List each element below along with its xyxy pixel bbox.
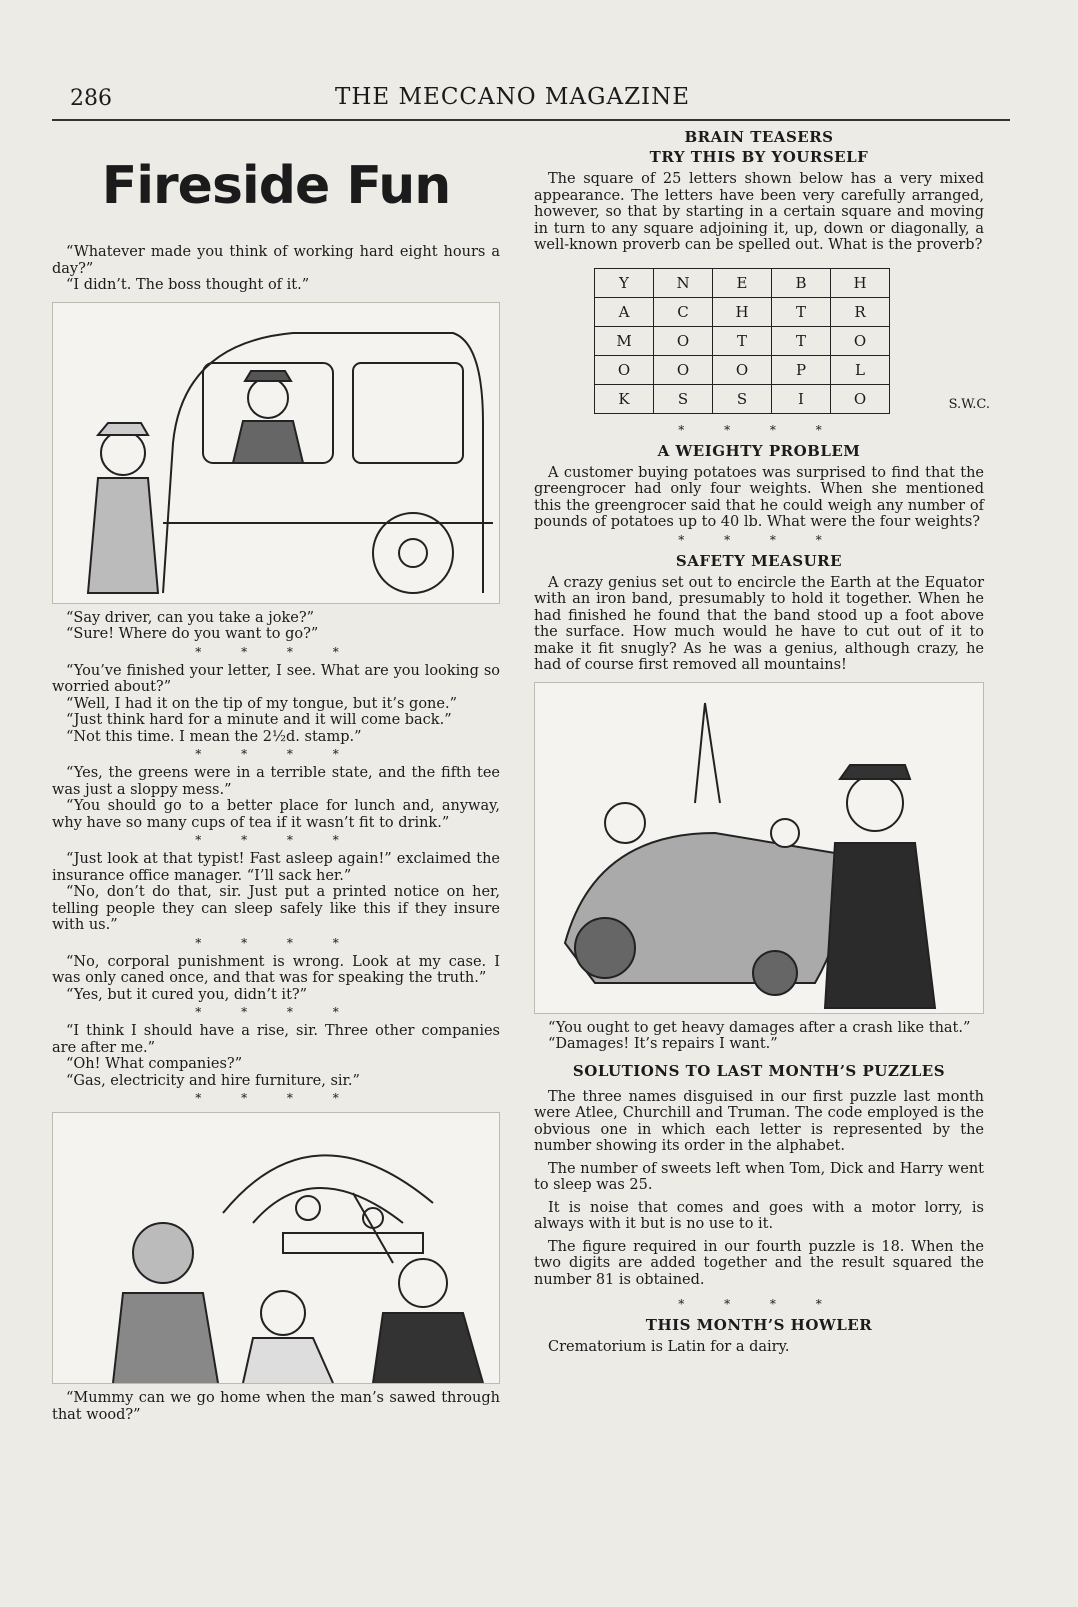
grid-row: [595, 384, 890, 413]
joke-text: “Well, I had it on the tip of my tongue, but it’s gone.”: [66, 695, 457, 712]
solution-text: The three names disguised in our first puzzle last month were Atlee, Churchill and Truman. The code employed is the obvious one in which each letter is represented by the number showing its order in the alphabet.: [534, 1088, 984, 1154]
grid-row: [595, 268, 890, 297]
joke-text: “No, corporal punishment is wrong. Look at my case. I was only caned once, and that was for speaking the truth.”: [52, 953, 500, 986]
caption-text: “Say driver, can you take a joke?”: [66, 609, 315, 626]
left-column: [52, 150, 500, 1423]
caption-text: “Sure! Where do you want to go?”: [66, 626, 319, 642]
separator: * * * *: [195, 644, 357, 659]
solution-text: The figure required in our fourth puzzle is 18. When the two digits are added together and the result squared the number 81 is obtained.: [534, 1238, 984, 1288]
grid-cell: P: [772, 355, 831, 384]
separator: * * * *: [195, 1005, 357, 1019]
howler-heading: THIS MONTH’S HOWLER: [645, 1316, 873, 1334]
brain-teasers-heading: BRAIN TEASERS: [684, 128, 834, 146]
weighty-problem-text: A customer buying potatoes was surprised to find that the greengrocer had only four weights. When she mentioned this the greengrocer said that he could weigh any number of pounds of potatoes up to 40 lb. What were the four weights?: [534, 464, 984, 530]
taxi-cartoon-drawing: [53, 303, 499, 603]
separator: * * * *: [195, 1091, 357, 1105]
header-rule: [52, 119, 1010, 121]
grid-cell: L: [831, 355, 890, 384]
joke-text: “Oh! What companies?”: [66, 1056, 243, 1072]
joke-text: “Gas, electricity and hire furniture, sir.”: [66, 1072, 360, 1089]
grid-row: [595, 355, 890, 384]
concert-cartoon: [52, 1112, 500, 1384]
grid-cell: C: [654, 297, 713, 326]
grid-cell: H: [713, 297, 772, 326]
separator: * * * *: [678, 1297, 840, 1311]
weighty-problem-heading: A WEIGHTY PROBLEM: [657, 441, 861, 460]
grid-cell: H: [831, 268, 890, 297]
grid-cell: O: [654, 326, 713, 355]
grid-cell: A: [595, 297, 654, 326]
grid-cell: Y: [595, 268, 654, 297]
letter-grid: [594, 268, 990, 414]
joke-text: “No, don’t do that, sir. Just put a printed notice on her, telling people they can sleep safely like this if they insure with us.”: [52, 884, 500, 933]
letter-grid-table: [594, 268, 890, 414]
grid-cell: R: [831, 297, 890, 326]
grid-cell: O: [595, 355, 654, 384]
grid-cell: O: [654, 355, 713, 384]
grid-cell: N: [654, 268, 713, 297]
joke-text: “I didn’t. The boss thought of it.”: [66, 277, 310, 293]
grid-cell: O: [831, 326, 890, 355]
grid-cell: S: [654, 384, 713, 413]
joke-text: “Just think hard for a minute and it will come back.”: [66, 712, 452, 728]
joke-text: “Not this time. I mean the 2½d. stamp.”: [66, 728, 362, 745]
solution-text: It is noise that comes and goes with a motor lorry, is always with it but is no use to it.: [534, 1199, 984, 1232]
right-column: [534, 127, 990, 1356]
grid-cell: I: [772, 384, 831, 413]
grid-cell: O: [713, 355, 772, 384]
fireside-fun-title: Fireside Fun: [101, 156, 451, 216]
solutions-heading: SOLUTIONS TO LAST MONTH’S PUZZLES: [572, 1061, 946, 1080]
grid-cell: T: [772, 326, 831, 355]
joke-text: “Just look at that typist! Fast asleep again!” exclaimed the insurance office manager. “I’ll sack her.”: [52, 851, 500, 884]
safety-measure-text: A crazy genius set out to encircle the Earth at the Equator with an iron band, presumably to hold it together. When he had finished he found that the band stood up a foot above the surface. How much would he have to cut out of it to make it fit snugly? As he was a genius, although crazy, he had of course first removed all mountains!: [534, 574, 984, 673]
grid-cell: E: [713, 268, 772, 297]
page-number: 286: [70, 86, 112, 111]
grid-row: [595, 297, 890, 326]
grid-initials: S.W.C.: [948, 396, 990, 412]
caption-text: “Mummy can we go home when the man’s sawed through that wood?”: [52, 1390, 500, 1423]
taxi-cartoon: [52, 302, 500, 604]
grid-cell: K: [595, 384, 654, 413]
solution-text: The number of sweets left when Tom, Dick and Harry went to sleep was 25.: [534, 1160, 984, 1193]
separator: * * * *: [195, 833, 357, 847]
joke-text: “I think I should have a rise, sir. Three other companies are after me.”: [52, 1023, 500, 1056]
joke-text: “Whatever made you think of working hard eight hours a day?”: [52, 244, 500, 277]
joke-text: “You should go to a better place for lunch and, anyway, why have so many cups of tea if it wasn’t fit to drink.”: [52, 798, 500, 831]
safety-measure-heading: SAFETY MEASURE: [675, 551, 843, 570]
grid-row: [595, 326, 890, 355]
concert-cartoon-drawing: [53, 1113, 499, 1383]
separator: * * * *: [678, 422, 840, 437]
separator: * * * *: [195, 747, 357, 761]
grid-cell: T: [772, 297, 831, 326]
grid-cell: T: [713, 326, 772, 355]
try-this-heading: TRY THIS BY YOURSELF: [649, 148, 869, 166]
caption-text: “You ought to get heavy damages after a crash like that.”: [548, 1019, 971, 1036]
separator: * * * *: [195, 935, 357, 950]
grid-cell: S: [713, 384, 772, 413]
crash-cartoon-drawing: [535, 683, 983, 1013]
magazine-title: THE MECCANO MAGAZINE: [335, 84, 691, 110]
joke-text: “Yes, the greens were in a terrible state, and the fifth tee was just a sloppy mess.”: [52, 765, 500, 798]
caption-text: “Damages! It’s repairs I want.”: [548, 1036, 778, 1052]
grid-cell: M: [595, 326, 654, 355]
separator: * * * *: [678, 532, 840, 547]
joke-text: “Yes, but it cured you, didn’t it?”: [66, 986, 308, 1003]
grid-cell: O: [831, 384, 890, 413]
crash-cartoon: [534, 682, 984, 1014]
try-this-text: The square of 25 letters shown below has a very mixed appearance. The letters have been very carefully arranged, however, so that by starting in a certain square and moving in turn to any square adjoining it, up, down or diagonally, a well-known proverb can be spelled out. What is the proverb?: [534, 171, 984, 253]
grid-cell: B: [772, 268, 831, 297]
howler-text: Crematorium is Latin for a dairy.: [548, 1339, 790, 1355]
joke-text: “You’ve finished your letter, I see. What are you looking so worried about?”: [52, 662, 500, 695]
